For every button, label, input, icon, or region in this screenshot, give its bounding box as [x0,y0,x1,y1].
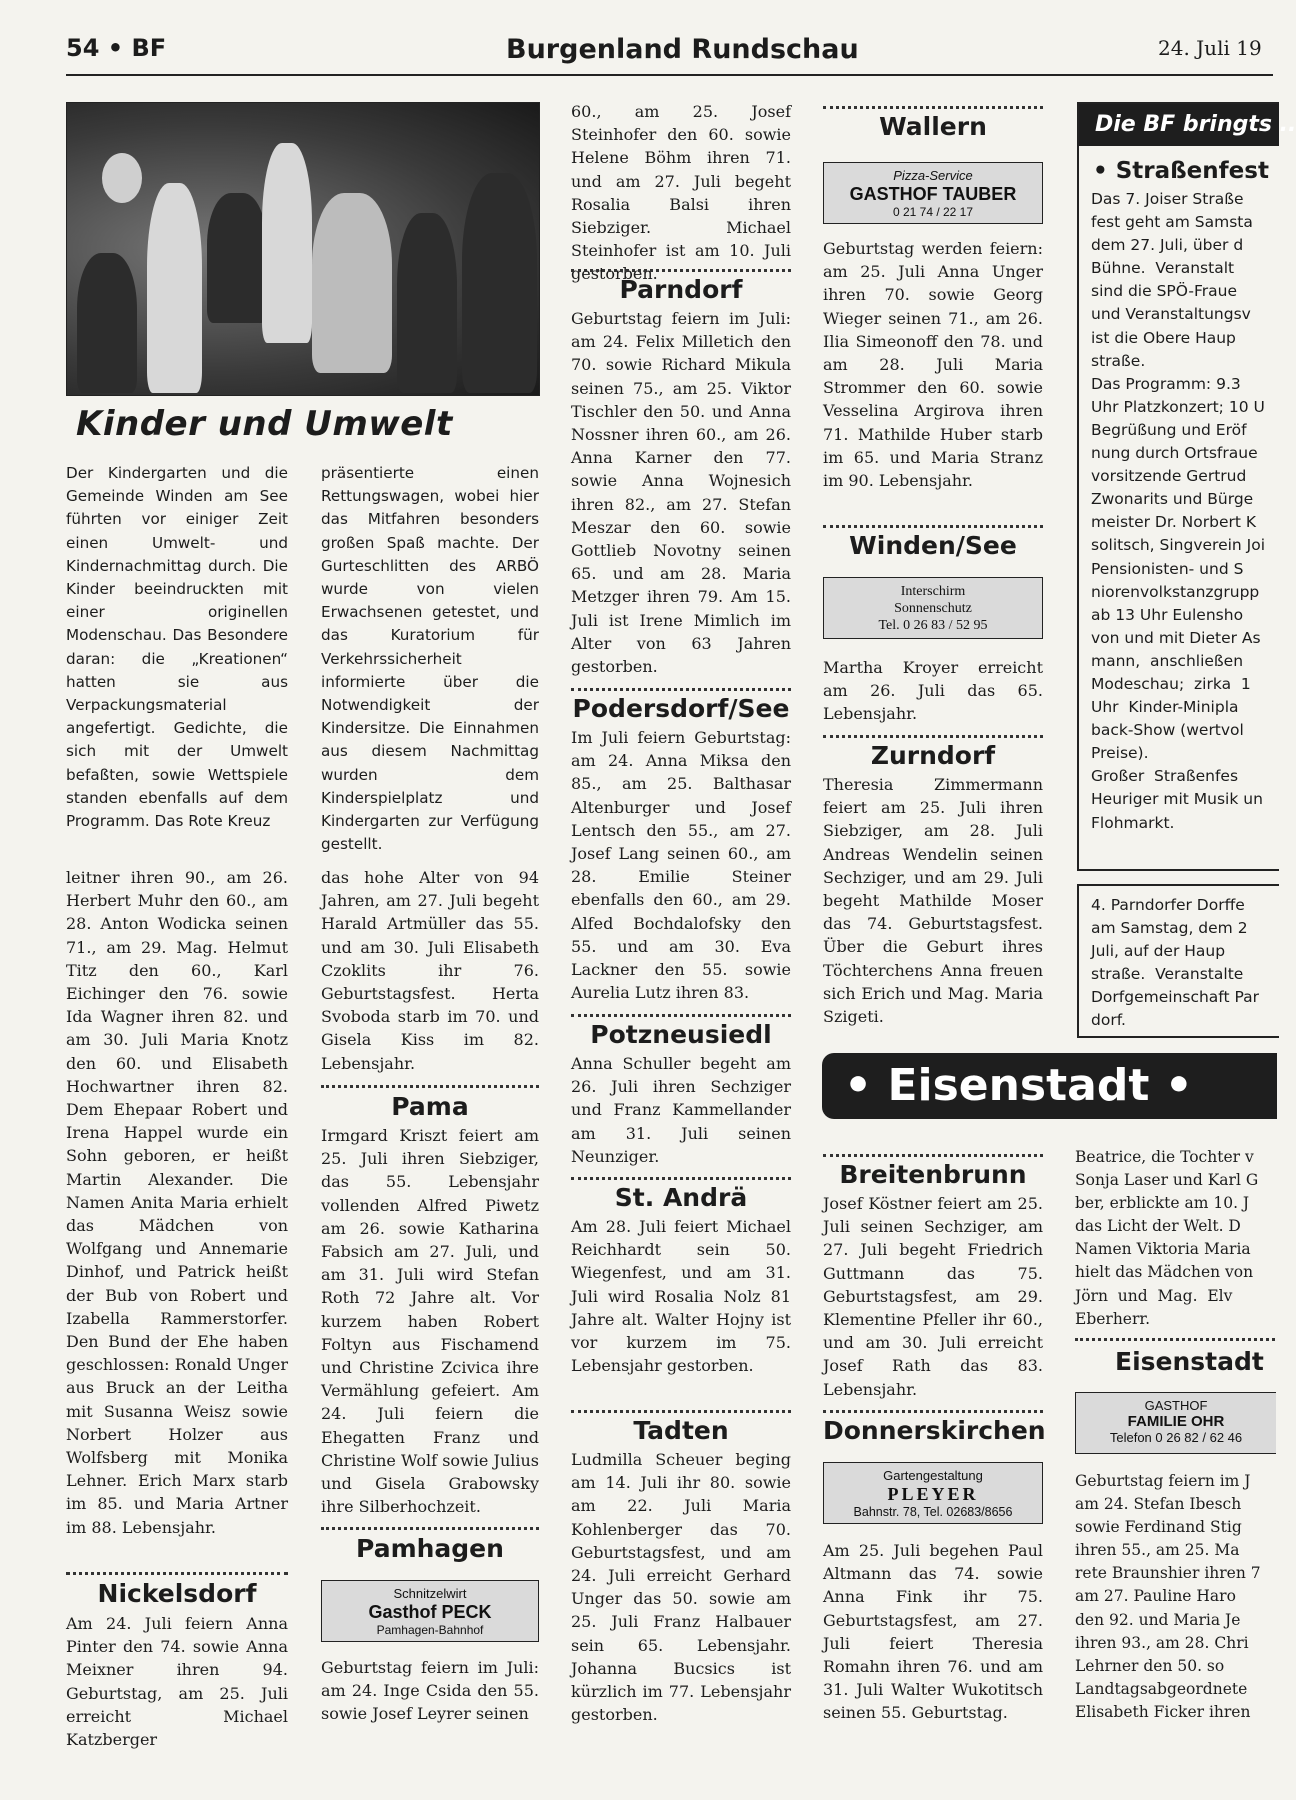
bf-bringts-box [1077,102,1296,871]
newspaper-title: Burgenland Rundschau [506,34,859,65]
ad-sub: Telefon 0 26 82 / 62 46 [1109,1430,1243,1445]
eisenstadt-bar-label: • Eisenstadt • [844,1060,1193,1111]
ad-familie-ohr [1075,1392,1276,1454]
nickelsdorf-text: Am 24. Juli feiern Anna Pinter den 74. sowie Anna Meixner ihren 94. Geburtstag, am 25. Juli erreicht Michael Katzberger [66,1614,288,1750]
section-winden: Winden/See [849,531,1017,560]
section-podersdorf: Podersdorf/See [572,694,790,723]
tadten-text: Ludmilla Scheuer beging am 14. Juli ihr 80. sowie am 22. Juli Maria Kohlenberger das 70. Geburtstagsfest, und am 24. Juli erreicht Gerhard Unger das 50. sowie am 25. Juli Franz Halbauer sein 65. Lebensjahr. Johanna Bucsics ist kürzlich im 77. Lebensjahr gestorben. [571,1450,791,1725]
donnerskirchen-text: Am 25. Juli begehen Paul Altmann das 74. sowie Anna Fink ihr 75. Geburtstagsfest, am 27. Juli feiert Theresia Romahn ihren 76. und am 31. Juli Walter Wukotitsch seinen 55. Geburtstag. [823,1541,1043,1723]
page-header [66,34,1273,76]
ad-small: Schnitzelwirt [393,1586,467,1601]
pama-text: Irmgard Kriszt feiert am 25. Juli ihren Siebziger, das 55. Lebensjahr vollenden Alfred Piwetz am 26. sowie Katharina Fabsich am 27. Juli, und am 31. Juli wird Stefan Roth 72 Jahre alt. Vor kurzem haben Robert Foltyn aus Fischamend und Christine Zcivica ihre Vermählung gefeiert. Am 24. Juli feiern die Ehegatten Franz und Christine Wolf sowie Julius und Gisela Grabowsky ihre Silberhochzeit. [321,1126,539,1517]
divider [571,1410,791,1413]
divider [823,735,1043,738]
pamhagen-text: Geburtstag feiern im Juli: am 24. Inge Csida den 55. sowie Josef Leyrer seinen [321,1658,539,1724]
wallern-text: Geburtstag werden feiern: am 25. Juli Anna Unger ihren 70. sowie Georg Wieger seinen 71., am 26. Ilia Simeonoff den 78. und am 28. Juli Maria Strommer den 60. sowie Vesselina Argirova ihren 71. Mathilde Huber starb im 65. und Maria Stranz im 90. Lebensjahr. [823,239,1043,491]
section-parndorf: Parndorf [619,275,743,304]
section-breitenbrunn: Breitenbrunn [839,1160,1027,1189]
podersdorf-text: Im Juli feiern Geburtstag: am 24. Anna Miksa den 85., am 25. Balthasar Altenburger und Josef Lentsch den 55., am 27. Josef Lang seinen 60., am 28. Emilie Steiner ebenfalls den 60., am 29. Alfed Bochdalofsky den 55. und am 30. Eva Lackner den 55. sowie Aurelia Lutz ihren 83. [571,728,791,1003]
section-eisenstadt: Eisenstadt [1115,1347,1264,1376]
ad-big: GASTHOF TAUBER [849,184,1017,204]
ad-sub: Pamhagen-Bahnhof [376,1623,484,1637]
section-st-andrae: St. Andrä [614,1183,748,1212]
ad-small: Pizza-Service [893,168,973,183]
section-wallern: Wallern [879,112,987,141]
parndorf-dorffest-box [1077,884,1279,1038]
section-zurndorf: Zurndorf [870,741,996,770]
birthday-list-continued: leitner ihren 90., am 26. Herbert Muhr den 60., am 28. Anton Wodicka seinen 71., am 29. Mag. Helmut Titz den 60., Karl Eichinger den 76. sowie Ida Wagner ihren 82. und am 30. Juli Maria Knotz den 60. und Elisabeth Hochwartner ihren 82. Dem Ehepaar Robert und Irena Happel wurde ein Sohn geboren, er heißt Martin Alexander. Die Namen Anita Maria erhielt das Mädchen von Wolfgang und Annemarie Dinhof, und Patrick heißt der Bub von Robert und Izabella Rammerstorfer. Den Bund der Ehe haben geschlossen: Ronald Unger aus Bruck an der Leitha mit Susanna Weisz sowie Norbert Holzer aus Wolfsberg mit Monika Lehner. Erich Marx starb im 85. und Maria Artner im 88. Lebensjahr. [66,868,288,1537]
ad-pleyer [823,1462,1043,1524]
column-3-top: 60., am 25. Josef Steinhofer den 60. sowie Helene Böhm ihren 71. und am 27. Juli begeht Rosalia Balsi ihren Siebziger. Michael Steinhofer ist am 10. Juli gestorben. [571,102,791,284]
ad-gasthof-tauber [823,162,1043,224]
divider [571,269,791,272]
divider [571,1014,791,1017]
divider [823,1410,1043,1413]
birthday-list-continued-2: das hohe Alter von 94 Jahren, am 27. Juli begeht Harald Artmüller das 55. und am 30. Juli Elisabeth Czoklits ihr 76. Geburtstagsfest. Herta Svoboda starb im 70. und Gisela Kiss im 82. Lebensjahr. [321,868,539,1073]
bf-box-text: Das 7. Joiser Straße fest geht am Samsta dem 27. Juli, über d Bühne. Veranstalt sind die SPÖ-Fraue und Veranstaltungsv ist die Obere Haup straße. Das Programm: 9.3 Uhr Platzkonzert; 10 U Begrüßung und Eröf nung durch Ortsfraue vorsitzende Gertrud Zwonarits und Bürge meister Dr. Norbert K solitsch, Singverein Joi Pensionisten- und S niorenvolkstanzgrupp ab 13 Uhr Eulensho von und mit Dieter As mann, anschließen Modeschau; zirka 1 Uhr Kinder-Minipla back-Show (wertvol Preise). Großer Straßenfes Heuriger mit Musik un Flohmarkt. [1091,190,1266,832]
ad-small: Gartengestaltung [883,1468,983,1483]
divider [1075,1338,1275,1341]
article-column-1: Der Kindergarten und die Gemeinde Winden am See führten vor einiger Zeit einen Umwelt- und Kindernachmittag durch. Die Kinder beeindruckten mit einer originellen Modenschau. Das Besondere daran: die „Kreationen“ hatten sie aus Verpackungsmaterial angefertigt. Gedichte, die sich mit der Umwelt befaßten, sowie Wettspiele standen ebenfalls auf dem Programm. Das Rote Kreuz [66,464,288,831]
divider [66,1572,288,1575]
ad-gasthof-peck [321,1580,539,1642]
divider [823,525,1043,528]
eisenstadt-section-bar [822,1053,1277,1119]
parndorf-text: Geburtstag feiern im Juli: am 24. Felix Milletich den 70. sowie Richard Mikula seinen 75., am 25. Viktor Tischler den 50. und Anna Nossner ihren 60., am 26. Anna Karner den 77. sowie Anna Wojnesich ihren 82., am 27. Stefan Meszar den 60. sowie Gottlieb Novotny seinen 65. und am 28. Maria Metzger ihren 79. Am 15. Juli ist Irene Mimlich im Alter von 63 Jahren gestorben. [571,309,791,677]
st-andrae-text: Am 28. Juli feiert Michael Reichhardt sein 50. Wiegenfest, und am 31. Juli wird Rosalia Nolz 81 Jahre alt. Walter Hojny ist vor kurzem im 75. Lebensjahr gestorben. [571,1217,791,1376]
section-nickelsdorf: Nickelsdorf [97,1579,257,1608]
page-number: 54 • BF [66,34,167,62]
ad-big: FAMILIE OHR [1127,1413,1225,1430]
divider [571,688,791,691]
divider [571,1177,791,1180]
zurndorf-text: Theresia Zimmermann feiert am 25. Juli ihren Siebziger, am 28. Juli Andreas Wendelin seinen Sechziger, und am 29. Juli begeht Mathilde Moser das 74. Geburtstagsfest. Über die Geburt ihres Töchterchens Anna freuen sich Erich und Mag. Maria Szigeti. [823,775,1043,1027]
ad-line-3: Tel. 0 26 83 / 52 95 [878,618,988,633]
article-title: Kinder und Umwelt [76,404,453,444]
divider [321,1085,539,1088]
ad-big: PLEYER [887,1484,979,1504]
ad-sub: 0 21 74 / 22 17 [892,205,974,219]
bf-box-header: Die BF bringts .. [1079,104,1279,146]
section-pama: Pama [391,1092,469,1121]
divider [823,1154,1043,1157]
divider [321,1527,539,1530]
column-5-top: Beatrice, die Tochter v Sonja Laser und Karl G ber, erblickte am 10. J das Licht der Welt. D Namen Viktoria Maria hielt das Mädchen von Jörn und Mag. Elv Eberherr. [1075,1148,1259,1328]
breitenbrunn-text: Josef Köstner feiert am 25. Juli seinen Sechziger, am 27. Juli begeht Friedrich Guttmann das 75. Geburtstagsfest, am 29. Klementine Pfeller ihr 60., und am 30. Juli erreicht Josef Rath das 83. Lebensjahr. [823,1194,1043,1399]
issue-date: 24. Juli 19 [1158,36,1262,60]
divider [823,106,1043,109]
article-photo [66,102,540,396]
ad-big: Gasthof PECK [368,1602,492,1622]
ad-interschirm [823,577,1043,639]
bf-box-subhead: • Straßenfest [1093,158,1269,184]
ad-small: GASTHOF [1144,1398,1208,1413]
ad-sub: Bahnstr. 78, Tel. 02683/8656 [853,1505,1013,1519]
article-column-2: präsentierte einen Rettungswagen, wobei hier das Mitfahren besonders großen Spaß machte. Der Gurteschlitten des ARBÖ wurde von vielen Erwachsenen getestet, und das Kuratorium für Verkehrssicherheit informierte über die Notwendigkeit der Kindersitze. Die Einnahmen aus diesem Nachmittag wurden dem Kinderspielplatz und Kindergarten zur Verfügung gestellt. [321,464,539,854]
section-tadten: Tadten [633,1416,729,1445]
ad-line-2: Sonnenschutz [894,601,972,616]
winden-text: Martha Kroyer erreicht am 26. Juli das 65. Lebensjahr. [823,658,1043,724]
section-potzneusiedl: Potzneusiedl [590,1020,772,1049]
dorffest-text: 4. Parndorfer Dorffe am Samstag, dem 2 Juli, auf der Haup straße. Veranstalte Dorfgemeinschaft Par dorf. [1091,896,1260,1030]
eisenstadt-text: Geburtstag feiern im J am 24. Stefan Ibesch sowie Ferdinand Stig ihren 55., am 25. Ma rete Braunshier ihren 7 am 27. Pauline Haro den 92. und Maria Je ihren 93., am 28. Chri Lehrner den 50. so Landtagsabgeordnete Elisabeth Ficker ihren [1075,1472,1261,1721]
potzneusiedl-text: Anna Schuller begeht am 26. Juli ihren Sechziger und Franz Kammellander am 31. Juli seinen Neunziger. [571,1054,791,1166]
section-pamhagen: Pamhagen [356,1534,504,1563]
ad-line-1: Interschirm [900,584,966,599]
section-donnerskirchen: Donnerskirchen [823,1416,1046,1445]
